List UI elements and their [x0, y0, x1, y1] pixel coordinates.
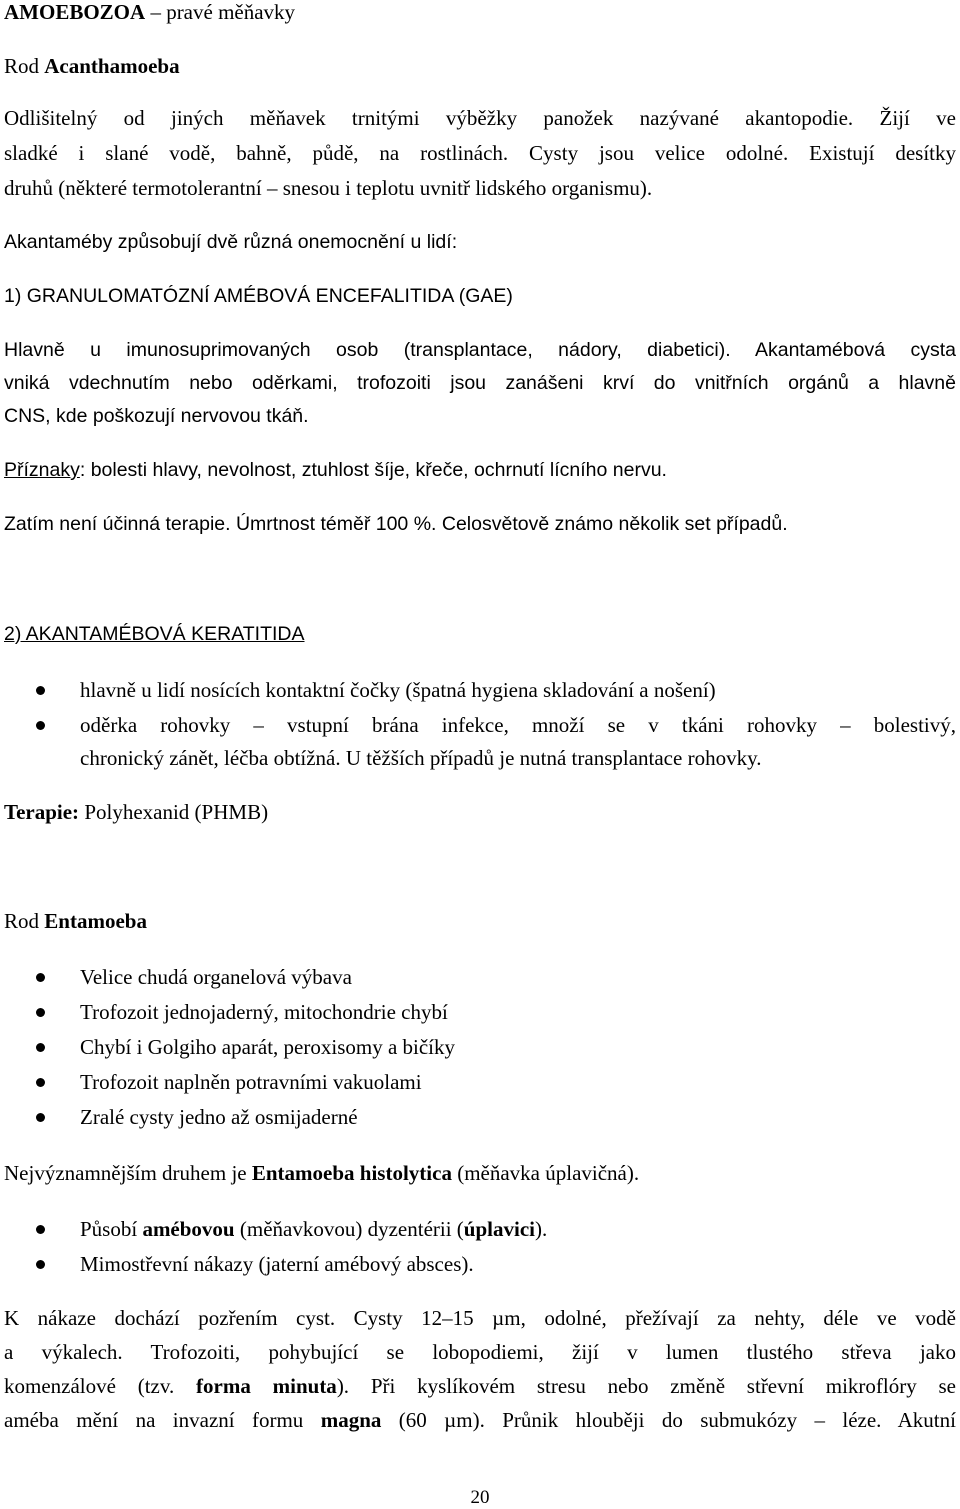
bullet-dot-icon: [36, 1113, 45, 1122]
page-number: 20: [470, 1487, 490, 1508]
text: a výkalech. Trofozoiti, pohybující se lobopodiemi, žijí v lumen tlustého střeva jako: [4, 1340, 956, 1364]
last-para-line1: [4, 1304, 956, 1332]
heading-genus: Entamoeba: [44, 909, 147, 933]
gae-line1: [4, 336, 956, 364]
histolytica-bullet-1: [80, 1215, 547, 1243]
text: Působí: [80, 1217, 143, 1241]
text: ).: [534, 1217, 548, 1241]
text: Nejvýznamnějším druhem je: [4, 1161, 252, 1185]
bold-term: amébovou: [142, 1217, 235, 1241]
bullet-dot-icon: [36, 686, 45, 695]
bold-term: forma minuta: [196, 1374, 337, 1398]
text: komenzálové (tzv.: [4, 1374, 197, 1398]
symptoms-label: Příznaky: [4, 459, 80, 481]
entamoeba-bullet: Velice chudá organelová výbava: [80, 965, 352, 989]
text: Odlišitelný od jiných měňavek trnitými výběžky panožek nazývané akantopodie. Žijí ve: [4, 106, 956, 130]
important-species-line: [4, 1159, 639, 1187]
heading-prefix: Rod: [4, 909, 45, 933]
keratitis-heading: 2) AKANTAMÉBOVÁ KERATITIDA: [4, 623, 305, 645]
gae-line3: CNS, kde poškozují nervovou tkáň.: [4, 405, 309, 427]
terapie-label: Terapie:: [4, 800, 80, 824]
symptoms-text: : bolesti hlavy, nevolnost, ztuhlost šíje, křeče, ochrnutí lícního nervu.: [79, 459, 667, 481]
symptoms-line: [4, 456, 667, 484]
bullet-dot-icon: [36, 1260, 45, 1269]
entamoeba-bullet: Trofozoit naplněn potravními vakuolami: [80, 1070, 422, 1094]
page-title: [4, 0, 295, 26]
last-para-line4: [4, 1406, 956, 1434]
last-para-line2: [4, 1338, 956, 1366]
heading-prefix: Rod: [4, 54, 45, 78]
text: oděrka rohovky – vstupní brána infekce, množí se v tkáni rohovky – bolestivý,: [80, 713, 956, 737]
text: ). Při kyslíkovém stresu nebo změně střevní mikroflóry se: [336, 1374, 956, 1398]
gae-heading: 1) GRANULOMATÓZNÍ AMÉBOVÁ ENCEFALITIDA (GAE): [4, 285, 513, 307]
bullet-dot-icon: [36, 721, 45, 730]
keratitis-bullet-1: hlavně u lidí nosících kontaktní čočky (špatná hygiena skladování a nošení): [80, 678, 716, 702]
histolytica-bullet-2: Mimostřevní nákazy (jaterní amébový absces).: [80, 1252, 474, 1276]
text: (60 µm). Průnik hlouběji do submukózy – léze. Akutní: [381, 1408, 956, 1432]
keratitis-bullet-2-line2: chronický zánět, léčba obtížná. U těžších případů je nutná transplantace rohovky.: [80, 746, 762, 770]
acanth-p1-line2: [4, 139, 956, 167]
bullet-dot-icon: [36, 1043, 45, 1052]
entamoeba-bullet: Trofozoit jednojaderný, mitochondrie chybí: [80, 1000, 448, 1024]
entamoeba-bullet: Zralé cysty jedno až osmijaderné: [80, 1105, 358, 1129]
text: vniká vdechnutím nebo oděrkami, trofozoiti jsou zanášeni krví do vnitřních orgánů a hlavně: [4, 372, 956, 394]
text: druhů (některé termotolerantní – snesou i teplotu uvnitř lidského organismu).: [4, 176, 653, 200]
text: améba mění na invazní formu: [4, 1408, 321, 1432]
text: K nákaze dochází pozřením cyst. Cysty 12–15 µm, odolné, přežívají za nehty, déle ve vodě: [4, 1306, 956, 1330]
bullet-dot-icon: [36, 973, 45, 982]
therapy-line: Zatím není účinná terapie. Úmrtnost téměř 100 %. Celosvětově známo několik set případů.: [4, 513, 788, 535]
acanthamoeba-heading: [4, 52, 180, 80]
last-para-line3: [4, 1372, 956, 1400]
keratitis-bullet-2-line1: [80, 711, 956, 739]
title-bold: AMOEBOZOA: [4, 0, 146, 24]
acanth-p1-line1: [4, 104, 956, 132]
bullet-dot-icon: [36, 1225, 45, 1234]
bullet-dot-icon: [36, 1078, 45, 1087]
gae-line2: [4, 369, 956, 397]
heading-genus: Acanthamoeba: [44, 54, 180, 78]
text: sladké i slané vodě, bahně, půdě, na rostlinách. Cysty jsou velice odolné. Existují desítky: [4, 141, 956, 165]
acanth-p2: Akantaméby způsobují dvě různá onemocnění u lidí:: [4, 231, 458, 253]
bold-term: magna: [320, 1408, 382, 1432]
title-rest: – pravé měňavky: [145, 0, 296, 24]
entamoeba-heading: [4, 907, 147, 935]
entamoeba-bullet: Chybí i Golgiho aparát, peroxisomy a bičíky: [80, 1035, 456, 1059]
bold-term: úplavici: [463, 1217, 535, 1241]
text: (měňavka úplavičná).: [451, 1161, 640, 1185]
text: (měňavkovou) dyzentérii (: [234, 1217, 464, 1241]
terapie-text: Polyhexanid (PHMB): [79, 800, 269, 824]
acanth-p1-line3: [4, 174, 652, 202]
bullet-dot-icon: [36, 1008, 45, 1017]
text: Hlavně u imunosuprimovaných osob (transplantace, nádory, diabetici). Akantamébová cysta: [4, 339, 956, 361]
terapie-line: [4, 798, 268, 826]
species-name: Entamoeba histolytica: [251, 1161, 452, 1185]
